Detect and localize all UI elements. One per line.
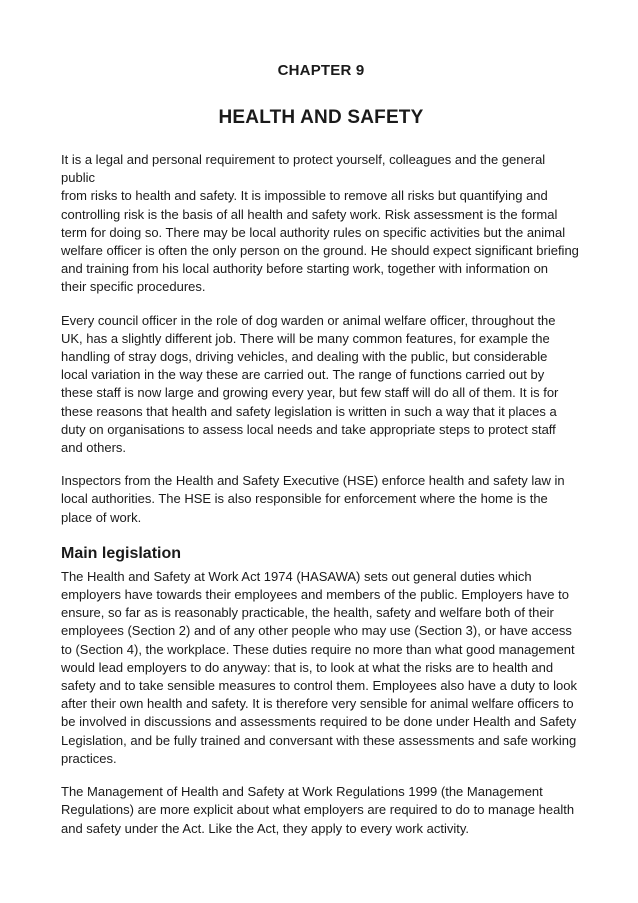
paragraph-management-regulations: The Management of Health and Safety at Work Regulations 1999 (the Management Regulations) are more explicit about what employers are required to do to manage health and safety under the Act. Like the Act, they apply to every work activity.	[61, 784, 575, 836]
chapter-title: HEALTH AND SAFETY	[218, 107, 424, 128]
chapter-label: CHAPTER 9	[277, 62, 365, 79]
paragraph-council-officer: Every council officer in the role of dog warden or animal welfare officer, throughout the UK, has a slightly different job. There will be many common features, for example the handling of stray dogs, driving vehicles, and dealing with the public, but considerable local variation in the way these are carried out. The range of functions carried out by these staff is now large and growing every year, but few staff will do all of them. It is for these reasons that health and safety legislation is written in such a way that it places a duty on organisations to assess local needs and take appropriate steps to protect staff and others.	[61, 312, 559, 456]
paragraph-hse: Inspectors from the Health and Safety Executive (HSE) enforce health and safety law in local authorities. The HSE is also responsible for enforcement where the home is the place of work.	[61, 473, 565, 525]
document-body	[61, 151, 581, 853]
section-heading-main-legislation: Main legislation	[61, 544, 182, 562]
paragraph-intro: It is a legal and personal requirement to protect yourself, colleagues and the general public from risks to health and safety. It is impossible to remove all risks but quantifying and controlling risk is the basis of all health and safety work. Risk assessment is the formal term for doing so. There may be local authority rules on specific activities but the animal welfare officer is often the only person on the ground. He should expect significant briefing and training from his local authority before starting work, together with information on their specific procedures.	[61, 152, 579, 295]
paragraph-hasawa: The Health and Safety at Work Act 1974 (HASAWA) sets out general duties which employers have towards their employees and members of the public. Employers have to ensure, so far as is reasonably practicable, the health, safety and welfare both of their employees (Section 2) and of any other people who may use (Section 3), or have access to (Section 4), the workplace. These duties require no more than what good management would lead employers to do anyway: that is, to look at what the risks are to health and safety and to take sensible measures to control them. Employees also have a duty to look after their own health and safety. It is therefore very sensible for animal welfare officers to be involved in discussions and assessments required to be done under Health and Safety Legislation, and be fully trained and conversant with these assessments and safe working practices.	[61, 568, 577, 766]
